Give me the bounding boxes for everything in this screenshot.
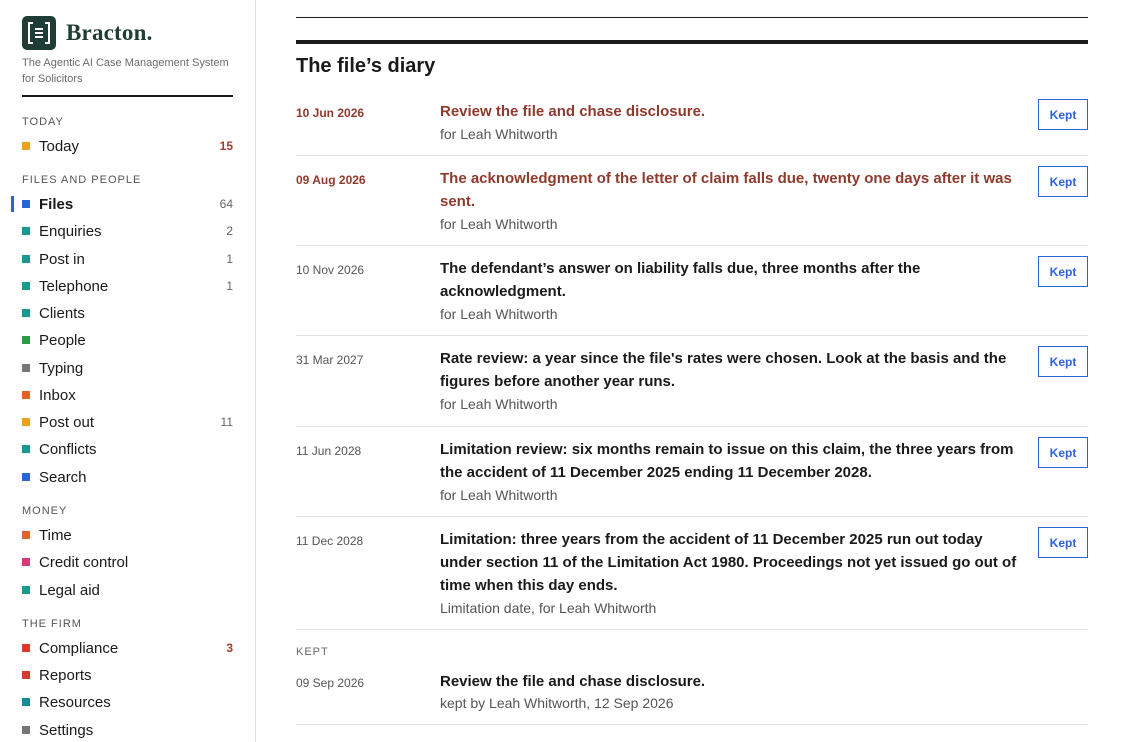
diary-entry — [296, 247, 1088, 336]
sidebar-item-label: Today — [39, 137, 80, 155]
sidebar-item-count: 1 — [226, 279, 233, 293]
sidebar-item-count: 64 — [219, 197, 233, 211]
sidebar-item-count: 1 — [226, 252, 233, 266]
diary-entry — [296, 157, 1088, 246]
sidebar-item-time[interactable] — [22, 523, 233, 547]
entry-text: Limitation review: six months remain to issue on this claim, the three years from the accident of 11 December 2025 ending 11 December 2028. — [440, 441, 1014, 481]
entry-date: 09 Sep 2026 — [296, 676, 365, 690]
sidebar-item-label: Time — [39, 526, 72, 544]
sidebar — [0, 0, 256, 742]
sidebar-item-people[interactable] — [22, 328, 233, 352]
kept-entry — [296, 664, 1088, 725]
sidebar-item-label: Enquiries — [39, 222, 102, 240]
diary-entry — [296, 518, 1088, 630]
page-title: The file’s diary — [296, 55, 436, 77]
sidebar-item-compliance[interactable] — [22, 636, 233, 660]
entry-date: 11 Dec 2028 — [296, 534, 364, 548]
color-marker-icon — [22, 671, 30, 679]
color-marker-icon — [22, 309, 30, 317]
entry-text: Rate review: a year since the file's rates were chosen. Look at the basis and the figures before another year runs. — [440, 350, 1007, 390]
sidebar-item-label: Search — [39, 468, 87, 486]
section-divider — [296, 40, 1088, 44]
sidebar-item-label: Legal aid — [39, 581, 100, 599]
sidebar-item-clients[interactable] — [22, 301, 233, 325]
sidebar-item-post-out[interactable] — [22, 410, 233, 434]
brand-name: Bracton. — [66, 20, 153, 45]
sidebar-item-enquiries[interactable] — [22, 219, 233, 243]
kept-button[interactable]: Kept — [1038, 256, 1088, 287]
sidebar-item-count: 15 — [219, 139, 233, 153]
sidebar-item-label: Credit control — [39, 553, 129, 571]
color-marker-icon — [22, 200, 30, 208]
entry-text: The acknowledgment of the letter of claim falls due, twenty one days after it was sent. — [440, 170, 1012, 210]
color-marker-icon — [22, 227, 30, 235]
active-indicator — [11, 196, 14, 212]
sidebar-item-count: 3 — [226, 641, 233, 655]
sidebar-item-label: Post out — [39, 413, 95, 431]
sidebar-item-label: Telephone — [39, 277, 109, 295]
entry-text: Review the file and chase disclosure. — [440, 103, 706, 120]
sidebar-item-label: People — [39, 331, 86, 349]
color-marker-icon — [22, 255, 30, 263]
entry-date: 10 Nov 2026 — [296, 263, 365, 277]
color-marker-icon — [22, 364, 30, 372]
sidebar-item-label: Resources — [39, 693, 111, 711]
entry-assignee: for Leah Whitworth — [440, 396, 558, 412]
sidebar-item-label: Settings — [39, 721, 94, 739]
sidebar-item-label: Clients — [39, 304, 85, 322]
brand-tagline: The Agentic AI Case Management System for Solicitors — [22, 57, 229, 85]
sidebar-section-label: TODAY — [22, 116, 64, 128]
sidebar-item-label: Reports — [39, 666, 92, 684]
diary-entry — [296, 90, 1088, 156]
sidebar-item-label: Typing — [39, 359, 84, 377]
color-marker-icon — [22, 698, 30, 706]
color-marker-icon — [22, 531, 30, 539]
entry-assignee: Limitation date, for Leah Whitworth — [440, 600, 657, 616]
entry-text: Review the file and chase disclosure. — [440, 673, 706, 690]
color-marker-icon — [22, 473, 30, 481]
sidebar-item-credit-control[interactable] — [22, 550, 233, 574]
document-bracket-icon — [22, 16, 56, 50]
sidebar-divider — [22, 95, 233, 97]
sidebar-item-typing[interactable] — [22, 356, 233, 380]
sidebar-section-label: MONEY — [22, 505, 68, 517]
sidebar-item-conflicts[interactable] — [22, 437, 233, 461]
sidebar-item-label: Compliance — [39, 639, 119, 657]
entry-assignee: for Leah Whitworth — [440, 487, 558, 503]
sidebar-item-resources[interactable] — [22, 690, 233, 714]
color-marker-icon — [22, 336, 30, 344]
color-marker-icon — [22, 142, 30, 150]
sidebar-item-search[interactable] — [22, 465, 233, 489]
entry-assignee: for Leah Whitworth — [440, 126, 558, 142]
sidebar-item-telephone[interactable] — [22, 274, 233, 298]
sidebar-section-label: THE FIRM — [22, 618, 82, 630]
kept-button[interactable]: Kept — [1038, 527, 1088, 558]
color-marker-icon — [22, 586, 30, 594]
sidebar-item-post-in[interactable] — [22, 247, 233, 271]
sidebar-item-label: Conflicts — [39, 440, 97, 458]
color-marker-icon — [22, 445, 30, 453]
color-marker-icon — [22, 726, 30, 734]
entry-text: Limitation: three years from the accident of 11 December 2025 run out today under section 11 of the Limitation Act 1980. Proceedings not yet issued go out of time when this day ends. — [440, 531, 1017, 594]
entry-date: 31 Mar 2027 — [296, 353, 364, 367]
sidebar-item-label: Files — [39, 195, 74, 213]
entry-assignee: for Leah Whitworth — [440, 306, 558, 322]
kept-button[interactable]: Kept — [1038, 99, 1088, 130]
sidebar-item-label: Inbox — [39, 386, 76, 404]
sidebar-item-inbox[interactable] — [22, 383, 233, 407]
diary-entry — [296, 428, 1088, 517]
color-marker-icon — [22, 558, 30, 566]
color-marker-icon — [22, 644, 30, 652]
entry-date: 10 Jun 2026 — [296, 106, 365, 120]
kept-section-label: KEPT — [296, 646, 329, 658]
entry-assignee: for Leah Whitworth — [440, 216, 558, 232]
sidebar-item-files[interactable] — [22, 192, 233, 216]
diary-entry — [296, 337, 1088, 427]
top-divider — [296, 17, 1088, 18]
color-marker-icon — [22, 418, 30, 426]
kept-button[interactable]: Kept — [1038, 346, 1088, 377]
color-marker-icon — [22, 391, 30, 399]
sidebar-item-legal-aid[interactable] — [22, 578, 233, 602]
sidebar-section-label: FILES AND PEOPLE — [22, 174, 142, 186]
color-marker-icon — [22, 282, 30, 290]
brand[interactable] — [22, 16, 153, 50]
kept-button[interactable]: Kept — [1038, 437, 1088, 468]
sidebar-item-count: 11 — [220, 415, 233, 429]
entry-kept-by: kept by Leah Whitworth, 12 Sep 2026 — [440, 695, 674, 711]
sidebar-item-reports[interactable] — [22, 663, 233, 687]
entry-date: 09 Aug 2026 — [296, 173, 366, 187]
sidebar-item-today[interactable] — [22, 134, 233, 158]
sidebar-item-count: 2 — [226, 224, 233, 238]
sidebar-item-label: Post in — [39, 250, 85, 268]
sidebar-item-settings[interactable] — [22, 718, 233, 742]
kept-button[interactable]: Kept — [1038, 166, 1088, 197]
entry-text: The defendant’s answer on liability falls due, three months after the acknowledgment. — [440, 260, 921, 300]
entry-date: 11 Jun 2028 — [296, 444, 362, 458]
